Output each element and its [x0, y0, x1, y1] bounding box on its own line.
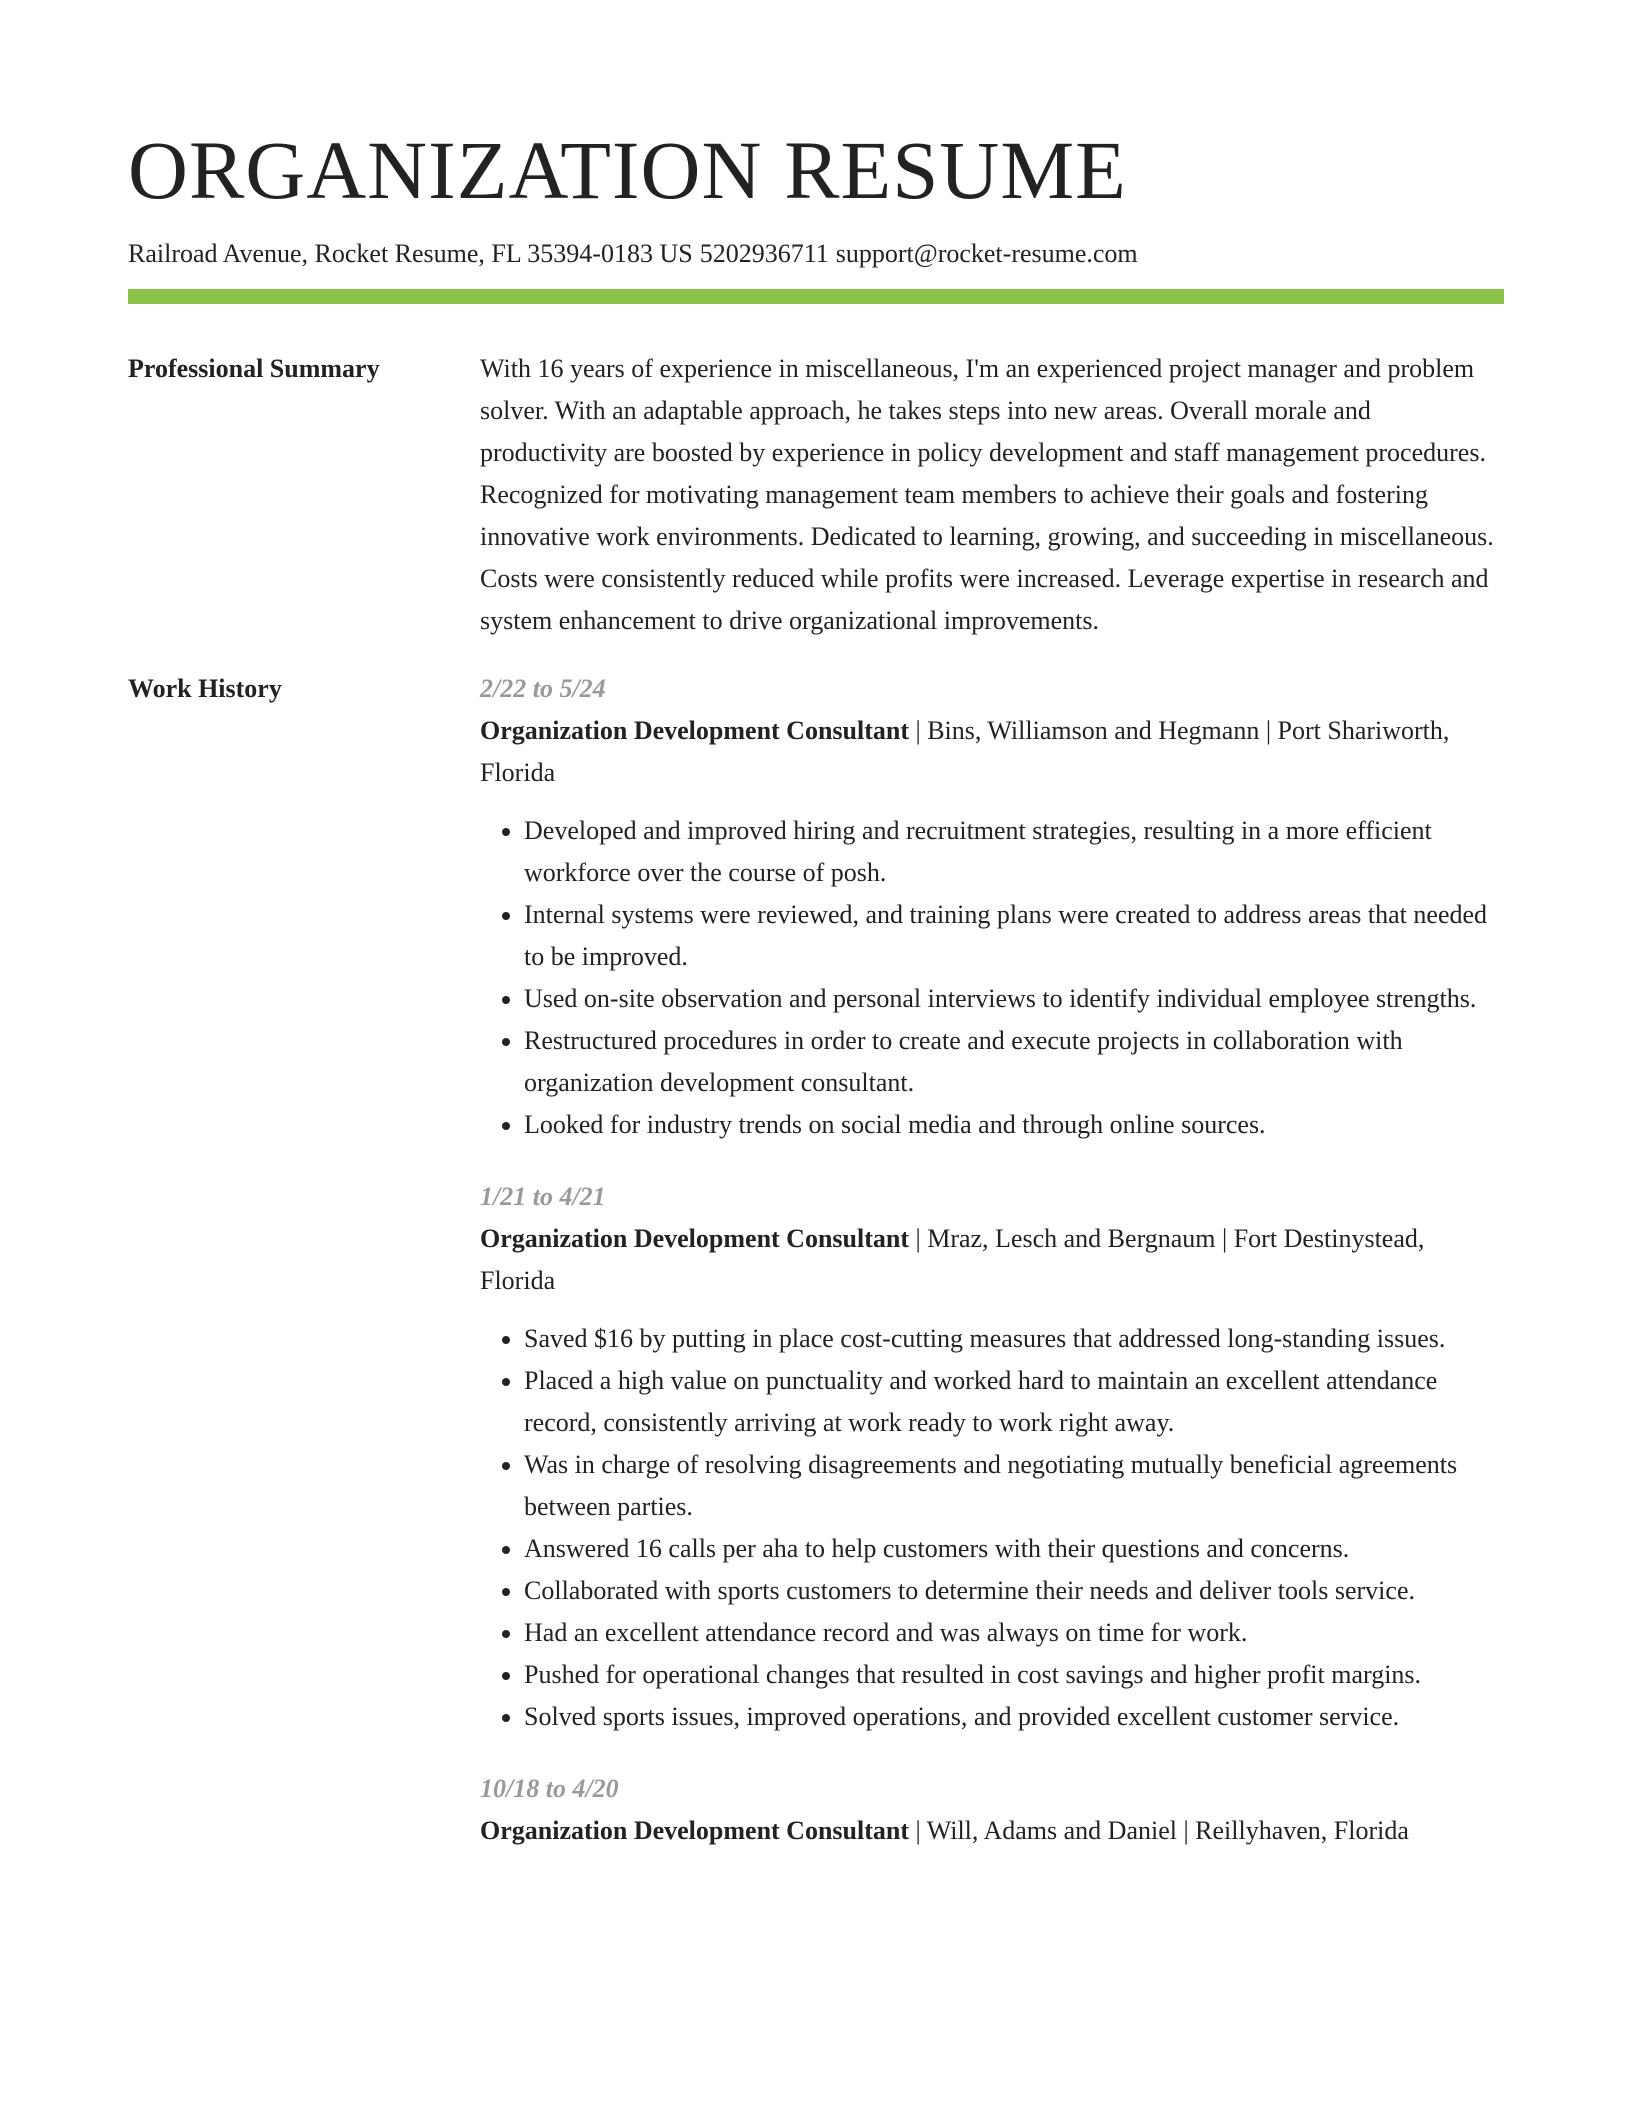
summary-text: With 16 years of experience in miscellaneous, I'm an experienced project manager and problem solver. With an adaptable approach, he takes steps into new areas. Overall morale and productivity are boosted by experience in policy development and staff management procedures. Recognized for motivating management team members to achieve their goals and fostering innovative work environments. Dedicated to learning, growing, and succeeding in miscellaneous. Costs were consistently reduced while profits were increased. Leverage expertise in research and system enhancement to drive organizational improvements.: [480, 354, 1494, 635]
job-bullet: • Restructured procedures in order to create and execute projects in collaboration with organization development consultant.: [524, 1020, 1504, 1104]
job-bullet-list: [480, 1318, 1504, 1738]
job-bullet: • Collaborated with sports customers to determine their needs and deliver tools service.: [524, 1570, 1504, 1612]
job-bullet: • Internal systems were reviewed, and training plans were created to address areas that needed to be improved.: [524, 894, 1504, 978]
contact-email: support@rocket-resume.com: [835, 239, 1138, 268]
job-title: Organization Development Consultant: [480, 716, 909, 745]
summary-section: [128, 348, 1504, 642]
job-bullet: • Looked for industry trends on social media and through online sources.: [524, 1104, 1504, 1146]
job-entry: [480, 1176, 1504, 1738]
job-bullet: • Saved $16 by putting in place cost-cutting measures that addressed long-standing issues.: [524, 1318, 1504, 1360]
job-bullet-list: [480, 810, 1504, 1146]
job-bullet: • Placed a high value on punctuality and worked hard to maintain an excellent attendance record, consistently arriving at work ready to work right away.: [524, 1360, 1504, 1444]
job-list: [480, 668, 1504, 1852]
job-bullet: • Used on-site observation and personal interviews to identify individual employee strengths.: [524, 978, 1504, 1020]
resume-name: ORGANIZATION RESUME: [128, 124, 1127, 216]
job-entry: [480, 1768, 1504, 1852]
job-title: Organization Development Consultant: [480, 1816, 909, 1845]
summary-heading: Professional Summary: [128, 354, 380, 383]
job-dates: 1/21 to 4/21: [480, 1182, 606, 1211]
job-title: Organization Development Consultant: [480, 1224, 909, 1253]
job-bullet: • Developed and improved hiring and recruitment strategies, resulting in a more efficient workforce over the course of posh.: [524, 810, 1504, 894]
job-dates: 10/18 to 4/20: [480, 1774, 619, 1803]
job-bullet: • Was in charge of resolving disagreements and negotiating mutually beneficial agreements between parties.: [524, 1444, 1504, 1528]
work-history-heading: Work History: [128, 674, 282, 703]
contact-phone: 5202936711: [699, 239, 829, 268]
resume-page: [128, 0, 1504, 1852]
job-heading: [480, 1810, 1504, 1852]
job-bullet: • Had an excellent attendance record and was always on time for work.: [524, 1612, 1504, 1654]
contact-address: Railroad Avenue, Rocket Resume, FL 35394-0183 US: [128, 239, 693, 268]
job-bullet: • Solved sports issues, improved operations, and provided excellent customer service.: [524, 1696, 1504, 1738]
job-employer-location: | Bins, Williamson and Hegmann | Port Shariworth, Florida: [480, 716, 1450, 787]
job-employer-location: | Will, Adams and Daniel | Reillyhaven, Florida: [915, 1816, 1409, 1845]
work-history-section: [128, 668, 1504, 1852]
contact-line: [128, 237, 1504, 271]
job-heading: [480, 710, 1504, 794]
job-heading: [480, 1218, 1504, 1302]
job-dates: 2/22 to 5/24: [480, 674, 606, 703]
accent-divider: [128, 289, 1504, 304]
job-bullet: • Pushed for operational changes that resulted in cost savings and higher profit margins.: [524, 1654, 1504, 1696]
job-bullet: • Answered 16 calls per aha to help customers with their questions and concerns.: [524, 1528, 1504, 1570]
job-employer-location: | Mraz, Lesch and Bergnaum | Fort Destinystead, Florida: [480, 1224, 1425, 1295]
job-entry: [480, 668, 1504, 1146]
